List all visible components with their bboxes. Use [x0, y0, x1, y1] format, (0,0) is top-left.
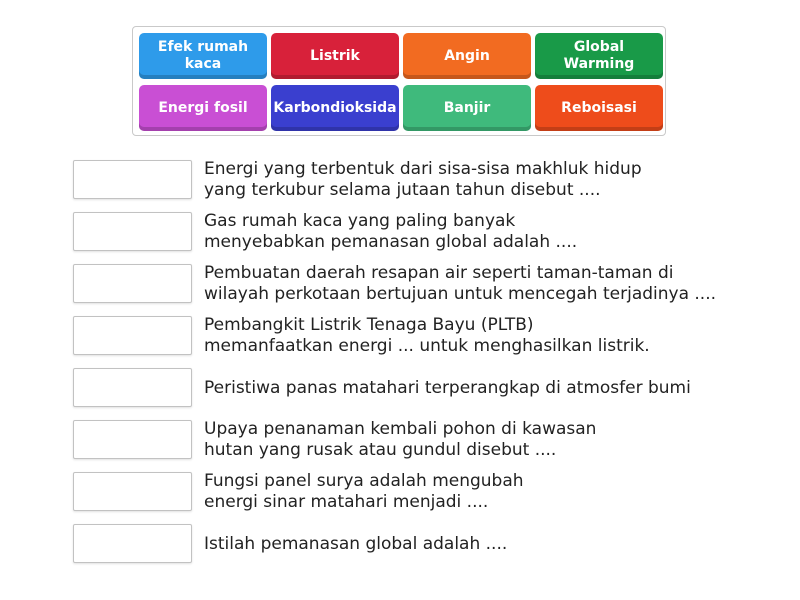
tile-global-warming[interactable]: [535, 33, 663, 79]
answer-bank: [132, 26, 666, 136]
drop-slot[interactable]: [73, 160, 192, 199]
tile-label: Energi fosil: [158, 99, 248, 116]
question-text: Istilah pemanasan global adalah ....: [204, 533, 508, 554]
question-text: Upaya penanaman kembali pohon di kawasan hutan yang rusak atau gundul disebut ....: [204, 419, 597, 460]
tile-listrik[interactable]: [271, 33, 399, 79]
drop-slot[interactable]: [73, 368, 192, 407]
tile-efek-rumah-kaca[interactable]: [139, 33, 267, 79]
tile-label: Banjir: [443, 99, 491, 116]
question-row: [73, 420, 773, 460]
drop-slot[interactable]: [73, 316, 192, 355]
tile-label: Reboisasi: [561, 99, 637, 116]
question-text: Gas rumah kaca yang paling banyak menyebabkan pemanasan global adalah ....: [204, 211, 578, 252]
tile-energi-fosil[interactable]: [139, 85, 267, 131]
drop-slot[interactable]: [73, 264, 192, 303]
tile-banjir[interactable]: [403, 85, 531, 131]
question-text: Energi yang terbentuk dari sisa-sisa makhluk hidup yang terkubur selama jutaan tahun disebut ....: [204, 159, 642, 200]
question-row: [73, 264, 773, 304]
drop-slot[interactable]: [73, 524, 192, 563]
question-row: [73, 472, 773, 512]
tile-label: Global Warming: [563, 39, 635, 72]
tile-label: Listrik: [310, 47, 360, 64]
tile-label: Efek rumah kaca: [157, 39, 249, 72]
question-row: [73, 524, 773, 564]
question-row: [73, 316, 773, 356]
tile-label: Angin: [444, 47, 490, 64]
tile-karbondioksida[interactable]: [271, 85, 399, 131]
drop-slot[interactable]: [73, 420, 192, 459]
tile-reboisasi[interactable]: [535, 85, 663, 131]
question-row: [73, 368, 773, 408]
question-row: [73, 212, 773, 252]
drop-slot[interactable]: [73, 212, 192, 251]
drop-slot[interactable]: [73, 472, 192, 511]
question-row: [73, 160, 773, 200]
question-text: Pembangkit Listrik Tenaga Bayu (PLTB) memanfaatkan energi ... untuk menghasilkan listrik.: [204, 315, 650, 356]
question-text: Pembuatan daerah resapan air seperti taman-taman di wilayah perkotaan bertujuan untuk mencegah terjadinya ....: [204, 263, 717, 304]
tile-angin[interactable]: [403, 33, 531, 79]
question-text: Peristiwa panas matahari terperangkap di atmosfer bumi: [204, 377, 691, 398]
tile-label: Karbondioksida: [273, 99, 397, 116]
question-text: Fungsi panel surya adalah mengubah energi sinar matahari menjadi ....: [204, 471, 524, 512]
